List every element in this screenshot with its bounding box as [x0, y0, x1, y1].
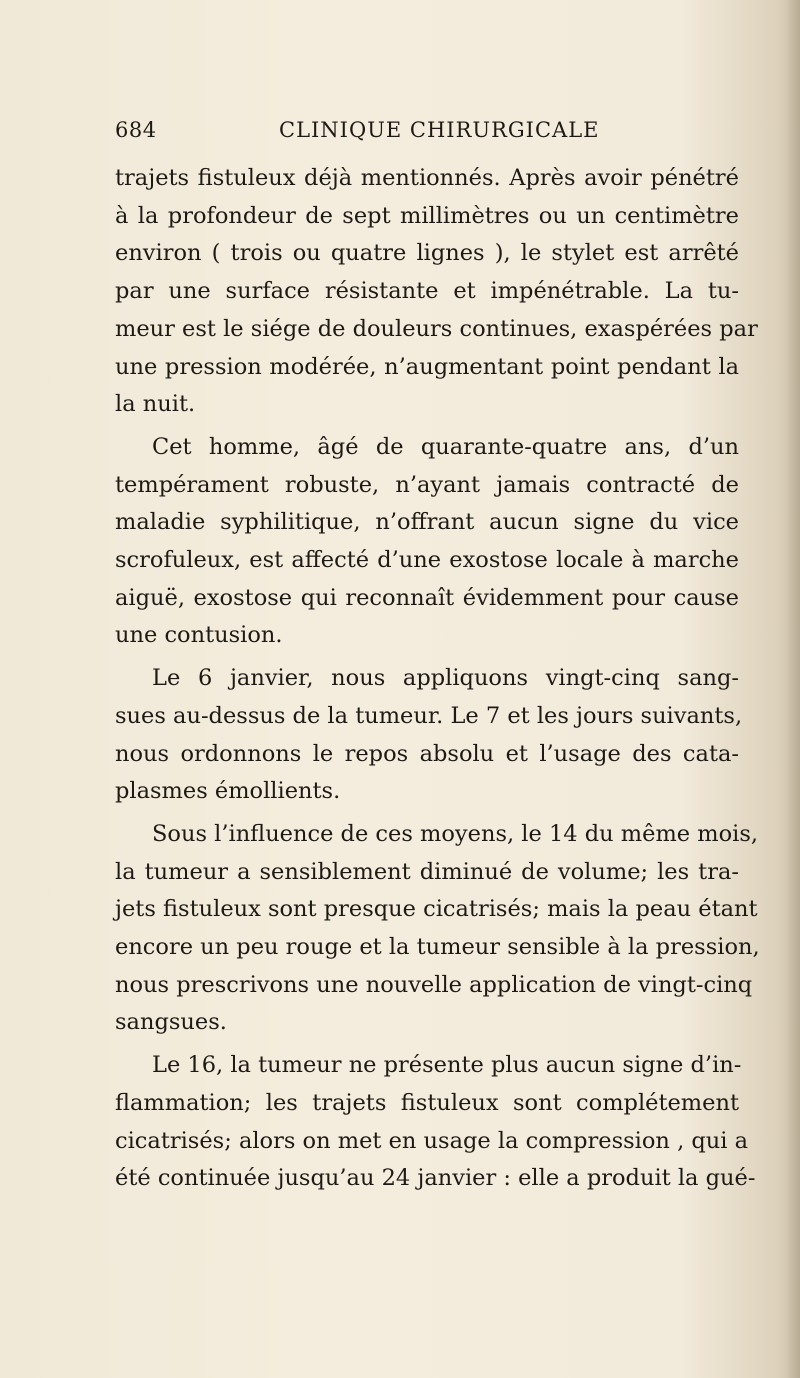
text-line: Sous l’influence de ces moyens, le 14 du même mois, — [152, 820, 759, 847]
text-line: sues au-dessus de la tumeur. Le 7 et les jours suivants, — [115, 702, 743, 729]
text-line: meur est le siége de douleurs continues, exaspérées par — [115, 315, 758, 342]
text-line: Le 16, la tumeur ne présente plus aucun signe d’in- — [152, 1052, 742, 1079]
running-title: CLINIQUE CHIRURGICALE — [279, 118, 600, 142]
page-edge-shadow — [786, 0, 800, 1378]
text-line: trajets fistuleux déjà mentionnés. Après avoir pénétré — [115, 165, 739, 191]
text-line: maladie syphilitique, n’offrant aucun signe du vice — [115, 509, 739, 536]
text-line: une pression modérée, n’augmentant point pendant la — [115, 353, 739, 380]
text-line: jets fistuleux sont presque cicatrisés; mais la peau étant — [115, 896, 758, 923]
text-line: par une surface résistante et impénétrable. La tu- — [115, 278, 739, 305]
text-line: encore un peu rouge et la tumeur sensible à la pression, — [115, 934, 760, 961]
text-line: scrofuleux, est affecté d’une exostose locale à marche — [115, 547, 739, 574]
text-line: environ ( trois ou quatre lignes ), le stylet est arrêté — [115, 240, 739, 267]
page-number: 684 — [115, 118, 157, 142]
text-line: la nuit. — [115, 391, 196, 418]
text-line: la tumeur a sensiblement diminué de volume; les tra- — [115, 858, 739, 885]
page-header — [115, 118, 675, 148]
text-line: été continuée jusqu’au 24 janvier : elle a produit la gué- — [115, 1165, 756, 1192]
text-line: Cet homme, âgé de quarante-quatre ans, d’un — [152, 433, 739, 460]
text-line: Le 6 janvier, nous appliquons vingt-cinq sang- — [152, 665, 739, 692]
text-line: flammation; les trajets fistuleux sont complétement — [115, 1089, 739, 1116]
body-text — [115, 160, 760, 1198]
text-line: plasmes émollients. — [115, 778, 341, 805]
text-line: nous ordonnons le repos absolu et l’usage des cata- — [115, 740, 739, 767]
text-line: tempérament robuste, n’ayant jamais contracté de — [115, 471, 739, 498]
text-line: à la profondeur de sept millimètres ou un centimètre — [115, 202, 739, 229]
text-line: cicatrisés; alors on met en usage la compression , qui a — [115, 1127, 749, 1154]
text-line: une contusion. — [115, 622, 283, 649]
text-line: nous prescrivons une nouvelle application de vingt-cinq — [115, 971, 753, 998]
text-line: sangsues. — [115, 1009, 227, 1036]
text-line: aiguë, exostose qui reconnaît évidemment pour cause — [115, 584, 739, 611]
